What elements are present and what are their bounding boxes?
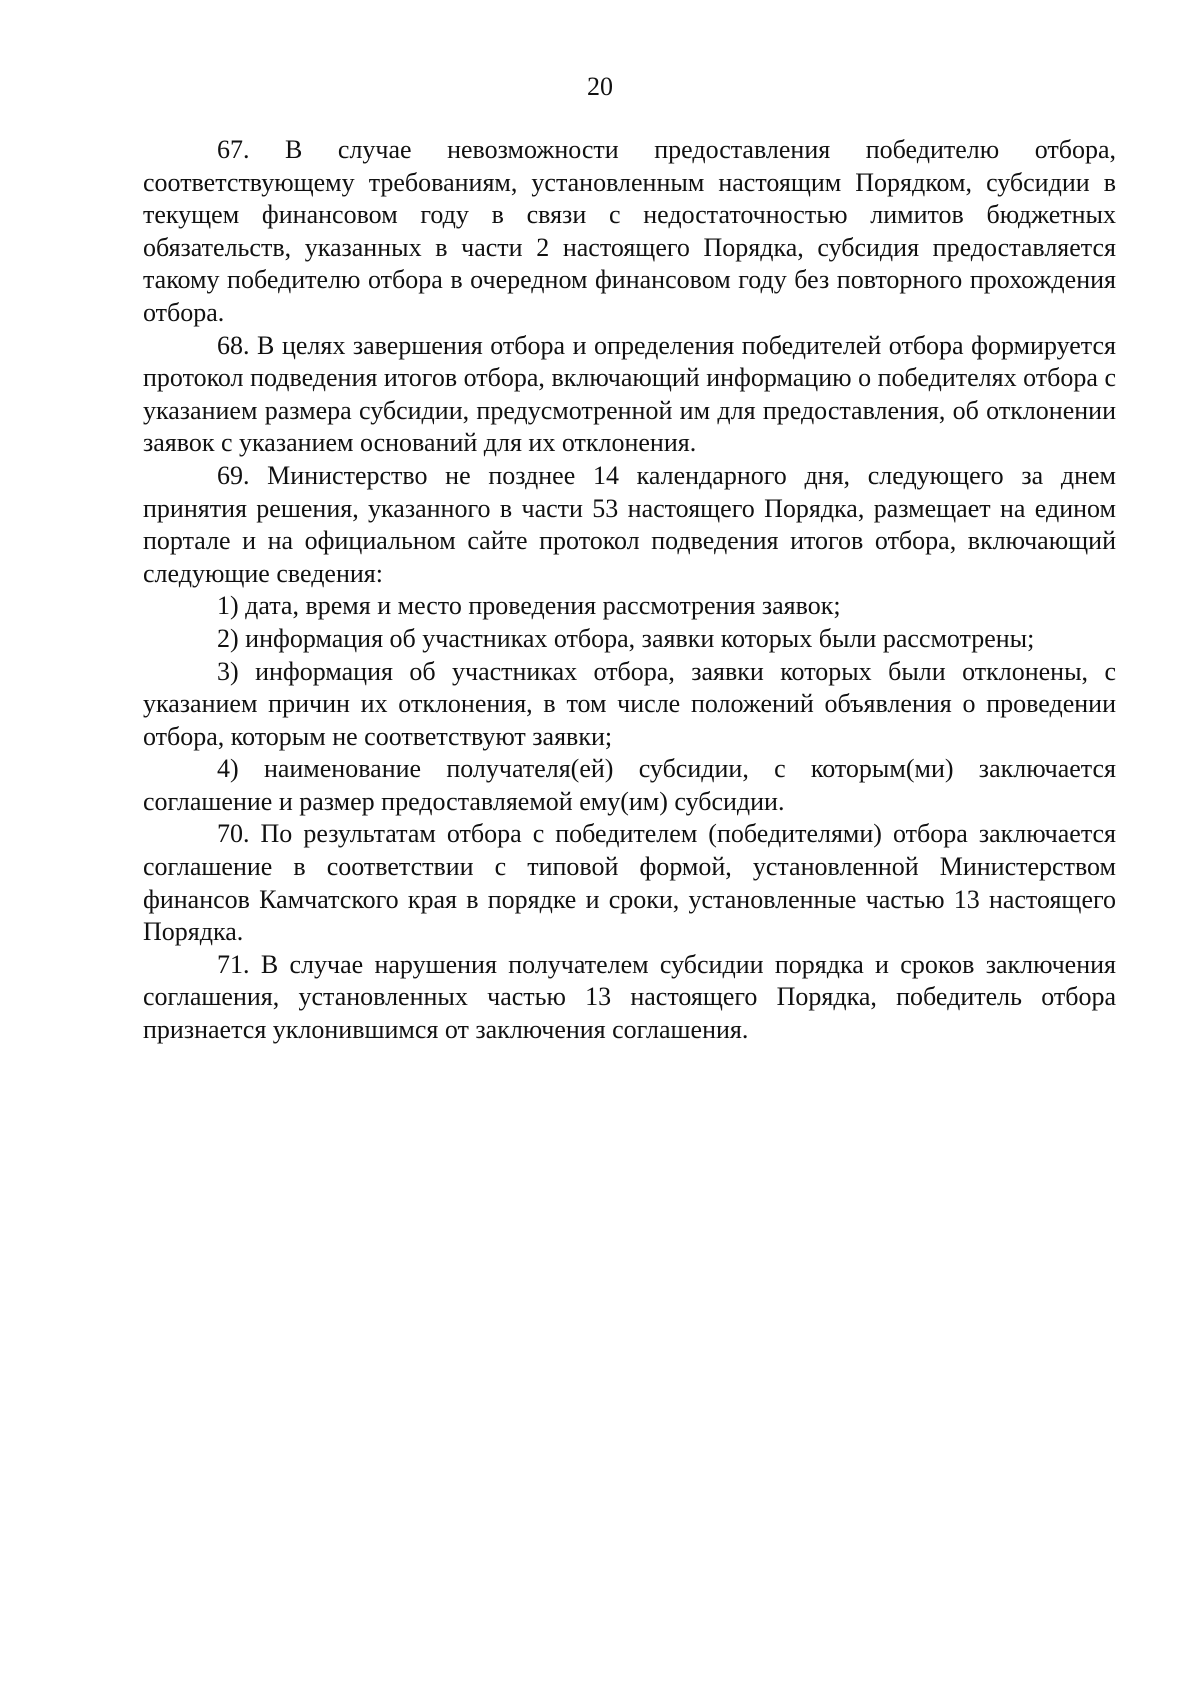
list-item-1: 1) дата, время и место проведения рассмотрения заявок; bbox=[217, 591, 841, 621]
list-item-2: 2) информация об участниках отбора, заявки которых были рассмотрены; bbox=[217, 623, 1035, 653]
paragraph-70: 70. По результатам отбора с победителем (победителями) отбора заключается соглашение в соответствии с типовой формой, установленной Министерством финансов Камчатского края в порядке и сроки, установленные частью 13 настоящего Порядка. bbox=[143, 819, 1116, 947]
document-body bbox=[143, 134, 1116, 1047]
list-item-4: 4) наименование получателя(ей) субсидии, с которым(ми) заключается соглашение и размер предоставляемой ему(им) субсидии. bbox=[143, 754, 1116, 816]
paragraph-69: 69. Министерство не позднее 14 календарного дня, следующего за днем принятия решения, указанного в части 53 настоящего Порядка, размещает на едином портале и на официальном сайте протокол подведения итогов отбора, включающий следующие сведения: bbox=[143, 460, 1116, 588]
paragraph-67: 67. В случае невозможности предоставления победителю отбора, соответствующему требованиям, установленным настоящим Порядком, субсидии в текущем финансовом году в связи с недостаточностью лимитов бюджетных обязательств, указанных в части 2 настоящего Порядка, субсидия предоставляется такому победителю отбора в очередном финансовом году без повторного прохождения отбора. bbox=[143, 135, 1116, 327]
paragraph-71: 71. В случае нарушения получателем субсидии порядка и сроков заключения соглашения, установленных частью 13 настоящего Порядка, победитель отбора признается уклонившимся от заключения соглашения. bbox=[143, 949, 1116, 1045]
paragraph-68: 68. В целях завершения отбора и определения победителей отбора формируется протокол подведения итогов отбора, включающий информацию о победителях отбора с указанием размера субсидии, предусмотренной им для предоставления, об отклонении заявок с указанием оснований для их отклонения. bbox=[143, 330, 1116, 458]
list-item-3: 3) информация об участниках отбора, заявки которых были отклонены, с указанием причин их отклонения, в том числе положений объявления о проведении отбора, которым не соответствуют заявки; bbox=[143, 656, 1116, 751]
page-number: 20 bbox=[587, 72, 613, 101]
